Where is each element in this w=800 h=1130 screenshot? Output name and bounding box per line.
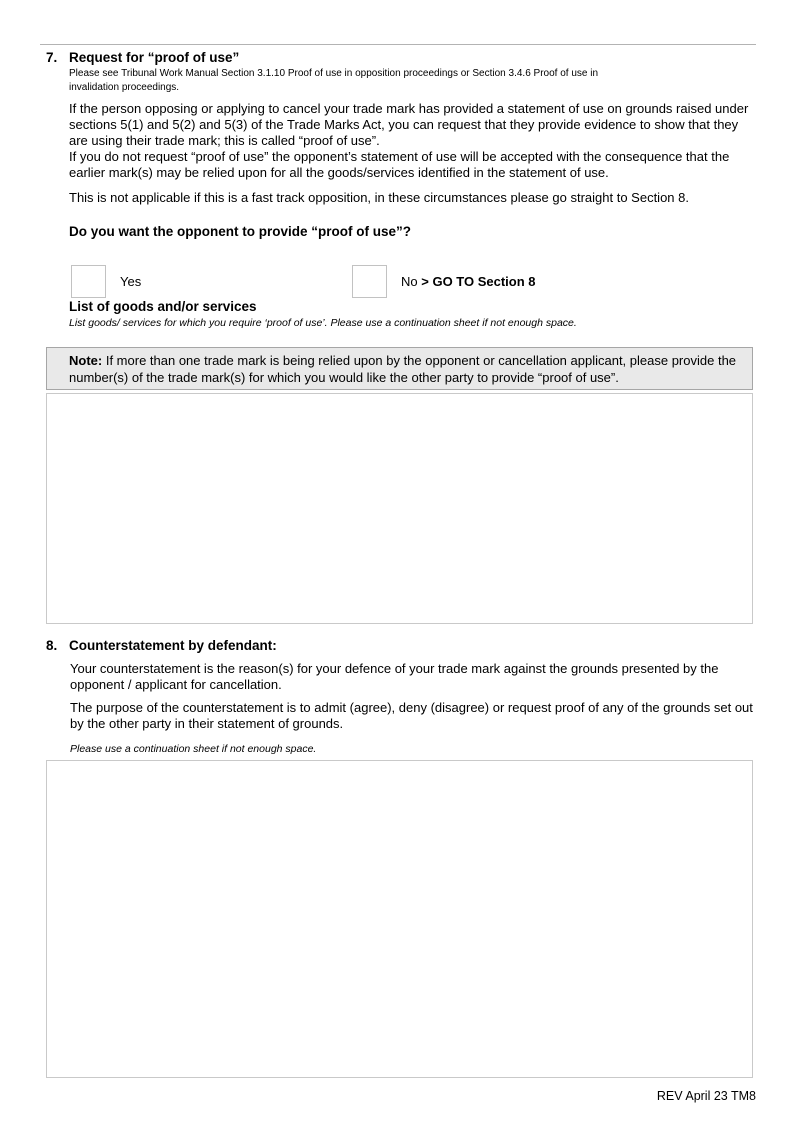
section-7-number: 7. xyxy=(46,50,58,65)
goods-services-input-area[interactable] xyxy=(46,393,753,624)
section-7-paragraph-2: This is not applicable if this is a fast track opposition, in these circumstances please go straight to Section 8. xyxy=(69,190,689,205)
section-8-number: 8. xyxy=(46,638,58,653)
proof-of-use-no-option xyxy=(352,265,536,298)
proof-of-use-yes-option xyxy=(71,265,141,298)
section-7-paragraph-1b: If you do not request “proof of use” the opponent’s statement of use will be accepted with the consequence that the earlier mark(s) may be relied upon for all the goods/services identified in the statement of use. xyxy=(69,149,730,180)
goods-services-instruction: List goods/ services for which you require ‘proof of use’. Please use a continuation sheet if not enough space. xyxy=(69,317,577,329)
proof-of-use-yes-checkbox[interactable] xyxy=(71,265,106,298)
section-7-heading xyxy=(46,50,239,65)
section-7-paragraph-1a: If the person opposing or applying to cancel your trade mark has provided a statement of use on grounds raised under sections 5(1) and 5(2) and 5(3) of the Trade Marks Act, you can request that they provide evidence to show that they are using their trade mark; this is called “proof of use”. xyxy=(69,101,749,148)
section-7-guidance-note: Please see Tribunal Work Manual Section 3.1.10 Proof of use in opposition proceedings or Section 3.4.6 Proof of use in invalidation proceedings. xyxy=(69,68,599,93)
continuation-sheet-note: Please use a continuation sheet if not enough space. xyxy=(70,743,317,755)
section-8-paragraph-1: Your counterstatement is the reason(s) for your defence of your trade mark against the grounds presented by the opponent / applicant for cancellation. xyxy=(70,661,719,692)
note-text: If more than one trade mark is being relied upon by the opponent or cancellation applicant, please provide the number(s) of the trade mark(s) for which you would like the other party to provide “proof of use”. xyxy=(69,353,737,385)
no-goto-text: > GO TO Section 8 xyxy=(421,274,536,289)
section-7-title: Request for “proof of use” xyxy=(69,50,240,65)
top-divider xyxy=(40,44,756,45)
section-8-paragraph-2: The purpose of the counterstatement is to admit (agree), deny (disagree) or request proof of any of the grounds set out by the other party in their statement of grounds. xyxy=(70,700,753,731)
section-8-heading xyxy=(46,638,277,653)
counterstatement-input-area[interactable] xyxy=(46,760,753,1078)
trade-mark-note-box xyxy=(46,347,753,390)
note-label: Note: xyxy=(69,353,103,368)
proof-of-use-yes-label: Yes xyxy=(120,274,142,289)
form-revision-label: REV April 23 TM8 xyxy=(656,1089,756,1103)
proof-of-use-question: Do you want the opponent to provide “proof of use”? xyxy=(69,224,411,239)
proof-of-use-no-label xyxy=(401,274,536,289)
section-7-paragraph-1 xyxy=(69,101,754,181)
goods-services-heading: List of goods and/or services xyxy=(69,299,257,314)
no-label-text: No xyxy=(401,274,418,289)
proof-of-use-no-checkbox[interactable] xyxy=(352,265,387,298)
section-8-title: Counterstatement by defendant: xyxy=(69,638,277,653)
